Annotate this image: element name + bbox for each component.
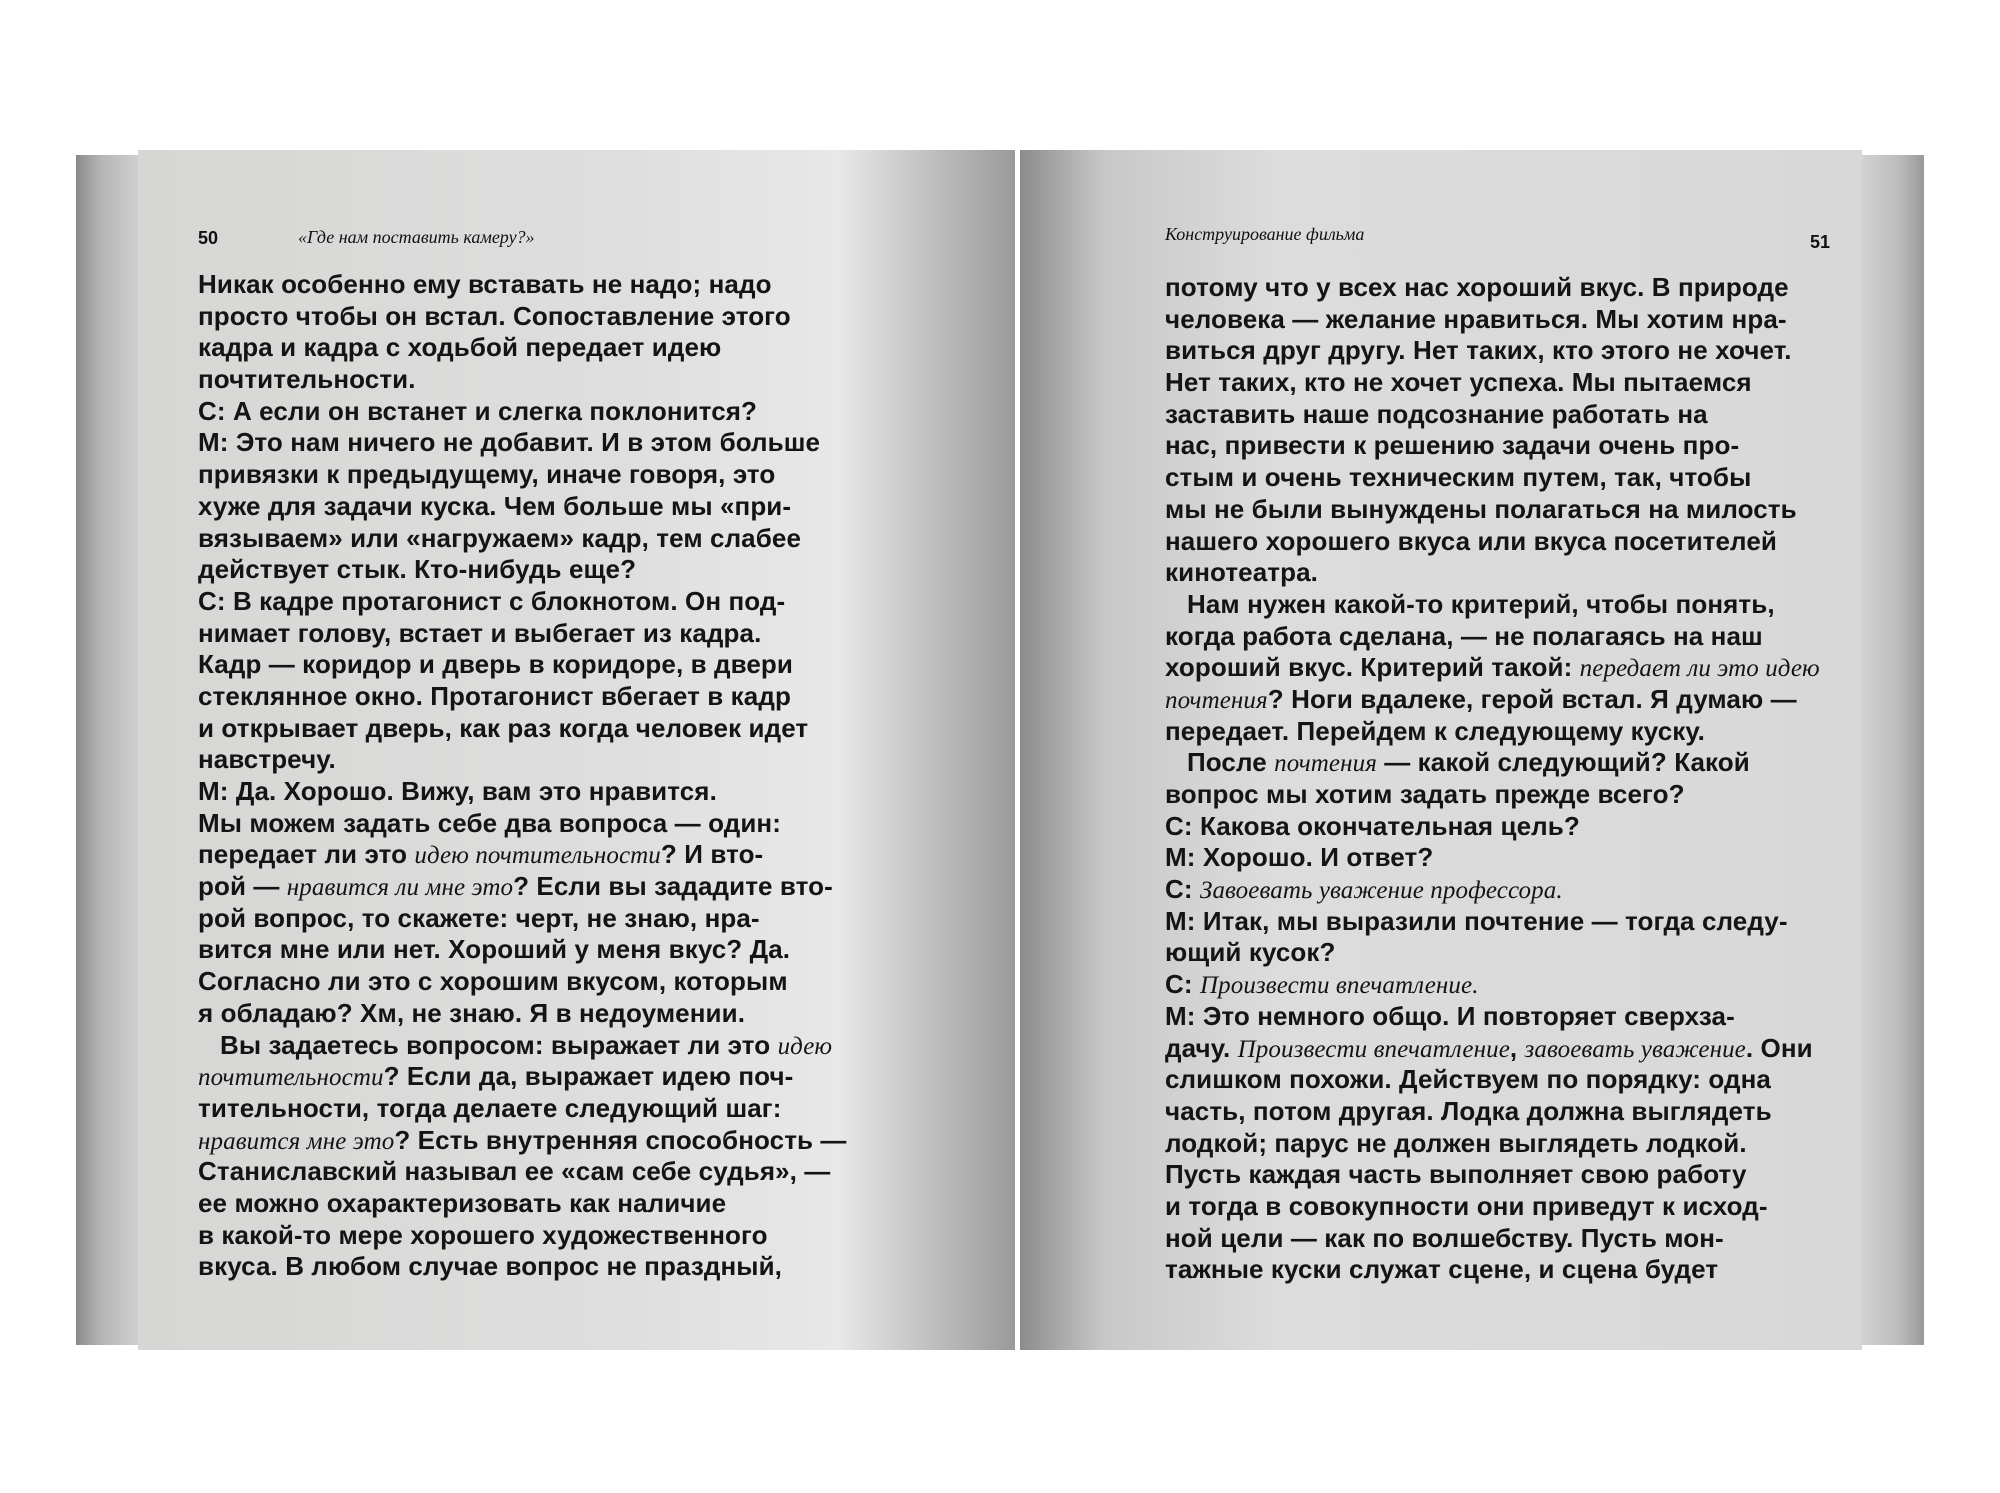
text-line <box>198 871 847 903</box>
text-line <box>198 744 847 776</box>
text-line <box>198 459 847 491</box>
italic-phrase: Завоевать уважение профессора. <box>1199 877 1563 905</box>
text-line <box>198 269 847 301</box>
text-run: ющий кусок? <box>1165 937 1336 968</box>
text-line <box>1165 304 1820 336</box>
text-line <box>198 1061 847 1093</box>
text-line <box>198 1093 847 1125</box>
text-run: действует стык. Кто-нибудь еще? <box>198 554 637 585</box>
text-line <box>1165 1096 1820 1128</box>
text-line <box>198 1220 847 1252</box>
text-line <box>198 332 847 364</box>
text-line <box>198 1251 847 1283</box>
text-run: . Они <box>1745 1032 1813 1063</box>
text-line <box>1165 462 1820 494</box>
text-line <box>1165 1191 1820 1223</box>
text-line <box>1165 779 1820 811</box>
italic-phrase: почтения <box>1165 686 1268 714</box>
running-head-left: «Где нам поставить камеру?» <box>298 227 535 247</box>
text-line <box>1165 716 1820 748</box>
text-line <box>1165 494 1820 526</box>
text-line <box>1165 1128 1820 1160</box>
italic-phrase: Произвести впечатление. <box>1199 972 1479 1000</box>
text-run: навстречу. <box>198 744 336 775</box>
text-run: нашего хорошего вкуса или вкуса посетителей <box>1165 525 1777 556</box>
text-line <box>198 934 847 966</box>
italic-phrase: передает ли это идею <box>1579 655 1820 683</box>
text-run: С: <box>1165 874 1200 905</box>
text-line <box>198 427 847 459</box>
text-line <box>1165 399 1820 431</box>
text-run: рой вопрос, то скажете: черт, не знаю, нра- <box>198 902 760 933</box>
text-line <box>1165 1159 1820 1191</box>
text-run: вопрос мы хотим задать прежде всего? <box>1165 779 1685 809</box>
text-line <box>198 1030 847 1062</box>
text-run: , <box>1509 1032 1525 1063</box>
right-page-edges <box>1862 155 1924 1345</box>
text-line <box>198 586 847 618</box>
text-line <box>198 1188 847 1220</box>
italic-phrase: нравится мне это <box>198 1127 395 1155</box>
italic-phrase: почтения <box>1274 750 1377 778</box>
left-page-body <box>198 269 847 1283</box>
text-run: когда работа сделана, — не полагаясь на наш <box>1165 620 1763 651</box>
text-line <box>198 554 847 586</box>
text-run: ? Ноги вдалеке, герой встал. Я думаю — <box>1267 683 1797 714</box>
text-run: мы не были вынуждены полагаться на милость <box>1165 493 1797 524</box>
text-run: хуже для задачи куска. Чем больше мы «при- <box>198 490 792 521</box>
text-run: человека — желание нравиться. Мы хотим нра- <box>1165 303 1787 334</box>
text-line <box>1165 430 1820 462</box>
text-run: Мы можем задать себе два вопроса — один: <box>198 807 781 838</box>
text-run: ? И вто- <box>660 839 764 870</box>
text-run: М: Это немного общо. И повторяет сверхза- <box>1165 1000 1735 1031</box>
text-run: дачу. <box>1165 1032 1238 1063</box>
text-line <box>1165 526 1820 558</box>
text-line <box>1165 621 1820 653</box>
text-line <box>1165 906 1820 938</box>
right-page <box>1020 150 1862 1350</box>
text-run: стым и очень техническим путем, так, чтобы <box>1165 462 1752 493</box>
italic-phrase: почтительности <box>198 1064 384 1092</box>
text-line <box>198 839 847 871</box>
text-line <box>1165 1064 1820 1096</box>
text-line <box>198 618 847 650</box>
text-line <box>198 966 847 998</box>
text-run: ее можно охарактеризовать как наличие <box>198 1187 727 1218</box>
text-run: и тогда в совокупности они приведут к исход- <box>1165 1190 1768 1221</box>
text-run: С: В кадре протагонист с блокнотом. Он под- <box>198 585 786 616</box>
text-run: М: Это нам ничего не добавит. И в этом больше <box>198 427 821 458</box>
text-run: передает ли это <box>198 839 415 870</box>
text-run: Нет таких, кто не хочет успеха. Мы пытаемся <box>1165 367 1752 398</box>
text-run: вязываем» или «нагружаем» кадр, тем слабее <box>198 522 802 553</box>
text-run: М: Да. Хорошо. Вижу, вам это нравится. <box>198 776 717 806</box>
text-run: Кадр — коридор и дверь в коридоре, в двери <box>198 649 793 680</box>
text-run: и открывает дверь, как раз когда человек идет <box>198 712 809 743</box>
text-run: стеклянное окно. Протагонист вбегает в кадр <box>198 680 791 711</box>
text-run: С: Какова окончательная цель? <box>1165 810 1580 841</box>
text-line <box>198 903 847 935</box>
text-line <box>198 713 847 745</box>
text-run: кадра и кадра с ходьбой передает идею <box>198 332 722 363</box>
page-number-left: 50 <box>198 228 219 248</box>
text-run: С: А если он встанет и слегка поклонится? <box>198 395 758 426</box>
text-line <box>198 491 847 523</box>
text-run: передает. Перейдем к следующему куску. <box>1165 715 1705 746</box>
text-line <box>1165 367 1820 399</box>
text-line <box>1165 272 1820 304</box>
text-run: Вы задаетесь вопросом: выражает ли это <box>220 1029 778 1060</box>
text-line <box>1165 874 1820 906</box>
italic-phrase: нравится ли мне это <box>286 874 514 902</box>
text-line <box>1165 1223 1820 1255</box>
text-run: заставить наше подсознание работать на <box>1165 398 1708 429</box>
text-run: в какой-то мере хорошего художественного <box>198 1219 768 1250</box>
left-page <box>138 150 1015 1350</box>
italic-phrase: идею почтительности <box>414 842 661 870</box>
text-run: тительности, тогда делаете следующий шаг: <box>198 1092 782 1123</box>
text-line <box>1165 335 1820 367</box>
text-line <box>1165 652 1820 684</box>
italic-phrase: Произвести впечатление <box>1237 1035 1510 1063</box>
text-run: ? Есть внутренняя способность — <box>394 1124 847 1155</box>
text-line <box>1165 557 1820 589</box>
text-line <box>198 364 847 396</box>
text-line <box>1165 684 1820 716</box>
text-run: хороший вкус. Критерий такой: <box>1165 652 1580 683</box>
text-line <box>198 1125 847 1157</box>
text-line <box>198 681 847 713</box>
text-line <box>198 998 847 1030</box>
text-run: часть, потом другая. Лодка должна выглядеть <box>1165 1095 1772 1126</box>
text-run: слишком похожи. Действуем по порядку: одна <box>1165 1064 1771 1095</box>
text-run: тажные куски служат сцене, и сцена будет <box>1165 1254 1719 1285</box>
text-line <box>198 1156 847 1188</box>
text-line <box>1165 589 1820 621</box>
right-page-body <box>1165 272 1820 1286</box>
text-run: виться друг другу. Нет таких, кто этого не хочет. <box>1165 335 1792 366</box>
italic-phrase: идею <box>777 1032 833 1060</box>
text-line <box>198 649 847 681</box>
text-run: Пусть каждая часть выполняет свою работу <box>1165 1159 1747 1190</box>
text-line <box>1165 747 1820 779</box>
text-line <box>198 301 847 333</box>
text-run: вится мне или нет. Хороший у меня вкус? Да. <box>198 934 791 965</box>
text-line <box>1165 811 1820 843</box>
text-run: Согласно ли это с хорошим вкусом, которым <box>198 966 788 997</box>
text-line <box>198 396 847 428</box>
text-run: С: <box>1165 969 1200 1000</box>
text-run: ? Если вы зададите вто- <box>513 871 833 902</box>
running-head-right: Конструирование фильма <box>1165 224 1365 244</box>
text-line <box>198 776 847 808</box>
text-run: почтительности. <box>198 364 416 395</box>
text-line <box>1165 969 1820 1001</box>
text-line <box>1165 1033 1820 1065</box>
italic-phrase: завоевать уважение <box>1524 1035 1746 1063</box>
text-line <box>1165 842 1820 874</box>
text-run: ? Если да, выражает идею поч- <box>383 1061 794 1092</box>
text-line <box>198 523 847 555</box>
text-run: потому что у всех нас хороший вкус. В природе <box>1165 272 1789 302</box>
text-line <box>198 808 847 840</box>
text-run: просто чтобы он встал. Сопоставление этого <box>198 300 791 331</box>
left-page-edges <box>76 155 138 1345</box>
text-run: привязки к предыдущему, иначе говоря, это <box>198 459 776 490</box>
text-run: я обладаю? Хм, не знаю. Я в недоумении. <box>198 997 746 1028</box>
text-run: вкуса. В любом случае вопрос не праздный, <box>198 1251 782 1282</box>
page-number-right: 51 <box>1810 232 1831 252</box>
text-run: рой — <box>198 871 287 902</box>
text-run: ной цели — как по волшебству. Пусть мон- <box>1165 1222 1724 1253</box>
text-run: После <box>1187 747 1275 778</box>
text-run: М: Хорошо. И ответ? <box>1165 842 1434 873</box>
text-line <box>1165 937 1820 969</box>
text-run: Никак особенно ему вставать не надо; надо <box>198 269 772 299</box>
text-line <box>1165 1001 1820 1033</box>
text-run: нас, привести к решению задачи очень про- <box>1165 430 1740 461</box>
text-run: М: Итак, мы выразили почтение — тогда следу- <box>1165 905 1788 936</box>
text-run: кинотеатра. <box>1165 557 1318 588</box>
text-run: Станиславский называл ее «сам себе судья», — <box>198 1156 831 1187</box>
text-run: лодкой; парус не должен выглядеть лодкой. <box>1165 1127 1747 1158</box>
text-run: нимает голову, встает и выбегает из кадра. <box>198 617 762 648</box>
text-run: — какой следующий? Какой <box>1376 747 1750 778</box>
text-run: Нам нужен какой-то критерий, чтобы понять, <box>1187 588 1775 619</box>
text-line <box>1165 1254 1820 1286</box>
